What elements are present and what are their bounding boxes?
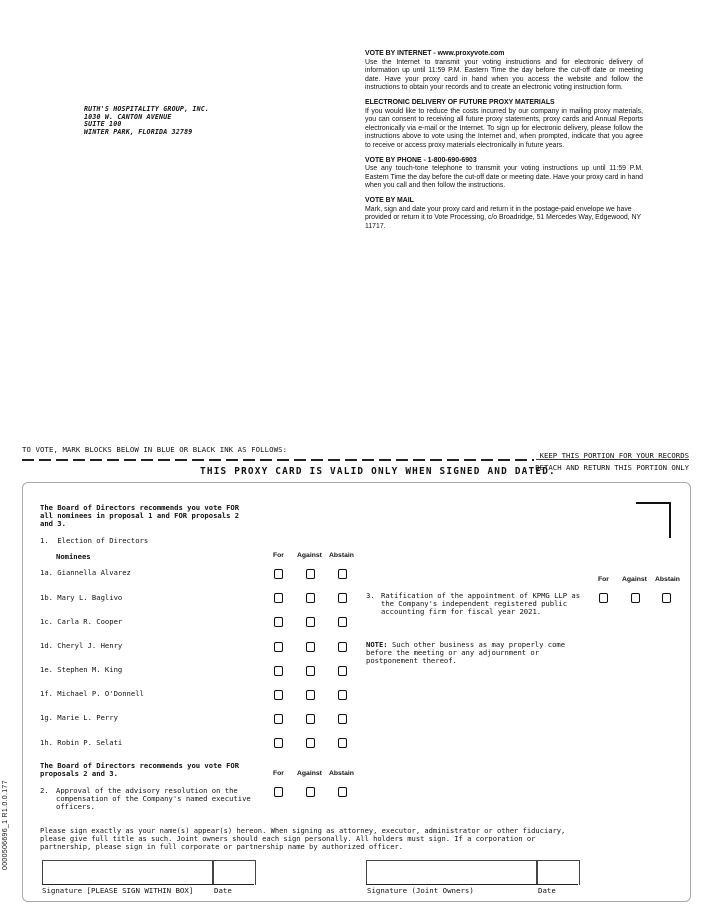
vote-by-phone (365, 157, 643, 191)
vote-by-internet (365, 50, 643, 93)
col-against: Against (297, 552, 322, 559)
col-abstain: Abstain (329, 552, 354, 559)
corner-mark (636, 502, 671, 538)
checkbox-1b-abstain[interactable] (338, 593, 347, 603)
section-body: Use the Internet to transmit your voting instructions and for electronic delivery of information up until 11:59 P.M. Eastern Time the day before the cut-off date or meeting date. Have your proxy card in hand when you access the website and follow the instructions to obtain your records and to create an electronic voting instruction form. (365, 58, 643, 92)
col-for-3: For (598, 576, 609, 583)
board-recommendation-2: The Board of Directors recommends you vote FOR proposals 2 and 3. (40, 761, 240, 778)
checkbox-1c-abstain[interactable] (338, 617, 347, 627)
joint-signature-label: Signature (Joint Owners) (367, 886, 474, 895)
checkbox-1g-for[interactable] (274, 714, 283, 724)
nominee-1c: 1c. Carla R. Cooper (40, 617, 123, 626)
checkbox-1a-abstain[interactable] (338, 569, 347, 579)
checkbox-1b-against[interactable] (306, 593, 315, 603)
signature-box[interactable] (42, 860, 214, 885)
section-heading: VOTE BY PHONE - 1-800-690-6903 (365, 156, 477, 164)
electronic-delivery (365, 99, 643, 151)
note-label: NOTE: (366, 640, 388, 649)
checkbox-1h-abstain[interactable] (338, 738, 347, 748)
nominee-1h: 1h. Robin P. Selati (40, 738, 123, 747)
vote-by-mail (365, 197, 643, 231)
joint-date-label: Date (538, 886, 556, 895)
section-heading: VOTE BY MAIL (365, 196, 414, 204)
checkbox-1e-against[interactable] (306, 666, 315, 676)
proposal-2-number: 2. (40, 786, 49, 795)
proposal-1-title (40, 536, 148, 545)
checkbox-1d-against[interactable] (306, 642, 315, 652)
section-body: Mark, sign and date your proxy card and return it in the postage-paid envelope we have provided or return it to Vote Processing, c/o Broadridge, 51 Mercedes Way, Edgewood, NY 11717. (365, 205, 642, 230)
checkbox-3-abstain[interactable] (662, 593, 671, 603)
date-label: Date (214, 886, 232, 895)
valid-notice: THIS PROXY CARD IS VALID ONLY WHEN SIGNED AND DATED. (200, 466, 556, 477)
col-for-2: For (273, 770, 284, 777)
joint-signature-box[interactable] (366, 860, 538, 885)
nominee-1a: 1a. Giannella Alvarez (40, 568, 131, 577)
checkbox-1b-for[interactable] (274, 593, 283, 603)
checkbox-1f-against[interactable] (306, 690, 315, 700)
checkbox-1h-against[interactable] (306, 738, 315, 748)
col-abstain-3: Abstain (655, 576, 680, 583)
checkbox-2-for[interactable] (274, 787, 283, 797)
note (366, 641, 576, 664)
nominee-1e: 1e. Stephen M. King (40, 665, 123, 674)
checkbox-1h-for[interactable] (274, 738, 283, 748)
proposal-1-number: 1. (40, 536, 49, 545)
board-recommendation-1: The Board of Directors recommends you vote FOR all nominees in proposal 1 and FOR proposals 2 and 3. (40, 503, 240, 528)
company-address (84, 106, 209, 136)
proposal-3-text: Ratification of the appointment of KPMG LLP as the Company's independent registered public accounting firm for fiscal year 2021. (381, 591, 581, 616)
nominees-header: Nominees (56, 552, 91, 561)
tear-line (22, 459, 534, 461)
side-id-code: 0000506696_1 R1.0.0.177 (2, 780, 9, 870)
signature-label: Signature [PLEASE SIGN WITHIN BOX] (42, 886, 194, 895)
col-for: For (273, 552, 284, 559)
detach-portion-label: DETACH AND RETURN THIS PORTION ONLY (535, 463, 689, 472)
section-heading: ELECTRONIC DELIVERY OF FUTURE PROXY MATERIALS (365, 98, 555, 106)
proposal-2-text: Approval of the advisory resolution on the compensation of the Company's named executive officers. (56, 786, 251, 811)
checkbox-1d-for[interactable] (274, 642, 283, 652)
checkbox-1c-against[interactable] (306, 617, 315, 627)
checkbox-1e-abstain[interactable] (338, 666, 347, 676)
company-city: WINTER PARK, FLORIDA 32789 (84, 127, 193, 136)
checkbox-1g-against[interactable] (306, 714, 315, 724)
checkbox-3-against[interactable] (631, 593, 640, 603)
company-street: 1030 W. CANTON AVENUE (84, 112, 172, 121)
checkbox-2-abstain[interactable] (338, 787, 347, 797)
keep-portion-label: KEEP THIS PORTION FOR YOUR RECORDS (539, 451, 689, 460)
section-body: If you would like to reduce the costs incurred by our company in mailing proxy materials, you can consent to receiving all future proxy statements, proxy cards and Annual Reports electronically via e-mail or the Internet. To sign up for electronic delivery, please follow the instructions above to vote using the Internet and, when prompted, indicate that you agree to receive or access proxy materials electronically in future years. (365, 107, 643, 149)
nominee-1g: 1g. Marie L. Perry (40, 713, 118, 722)
checkbox-1d-abstain[interactable] (338, 642, 347, 652)
proposal-3 (366, 592, 586, 615)
checkbox-1f-abstain[interactable] (338, 690, 347, 700)
signature-line (42, 884, 254, 885)
note-text: Such other business as may properly come before the meeting or any adjournment or postponement thereof. (366, 640, 566, 665)
nominee-1d: 1d. Cheryl J. Henry (40, 641, 123, 650)
proposal-3-number: 3. (366, 591, 375, 600)
section-heading: VOTE BY INTERNET - www.proxyvote.com (365, 50, 505, 57)
section-body: Use any touch-tone telephone to transmit your voting instructions up until 11:59 P.M. Eastern Time the day before the cut-off date or meeting date. Have your proxy card in hand when you call and then follow the instructions. (365, 165, 643, 190)
marking-instructions: TO VOTE, MARK BLOCKS BELOW IN BLUE OR BLACK INK AS FOLLOWS: (22, 445, 288, 454)
checkbox-1g-abstain[interactable] (338, 714, 347, 724)
checkbox-3-for[interactable] (599, 593, 608, 603)
nominee-1b: 1b. Mary L. Baglivo (40, 593, 123, 602)
signing-instructions: Please sign exactly as your name(s) appear(s) hereon. When signing as attorney, executor, administrator or other fiduciary, please give full title as such. Joint owners should each sign personally. All holders must sign. If a corporation or partnership, please sign in full corporate or partnership name by authorized officer. (40, 826, 566, 851)
col-against-3: Against (622, 576, 647, 583)
checkbox-1a-for[interactable] (274, 569, 283, 579)
date-box[interactable] (212, 860, 256, 885)
checkbox-1a-against[interactable] (306, 569, 315, 579)
nominee-1f: 1f. Michael P. O'Donnell (40, 689, 144, 698)
company-suite: SUITE 100 (84, 120, 122, 129)
col-against-2: Against (297, 770, 322, 777)
checkbox-1c-for[interactable] (274, 617, 283, 627)
proposal-1-label: Election of Directors (57, 536, 149, 545)
proposal-2 (40, 787, 260, 810)
keep-divider (536, 459, 689, 460)
voting-instructions (365, 50, 643, 237)
company-name: RUTH'S HOSPITALITY GROUP, INC. (84, 105, 210, 113)
checkbox-2-against[interactable] (306, 787, 315, 797)
joint-signature-line (366, 884, 578, 885)
checkbox-1f-for[interactable] (274, 690, 283, 700)
joint-date-box[interactable] (536, 860, 580, 885)
checkbox-1e-for[interactable] (274, 666, 283, 676)
col-abstain-2: Abstain (329, 770, 354, 777)
